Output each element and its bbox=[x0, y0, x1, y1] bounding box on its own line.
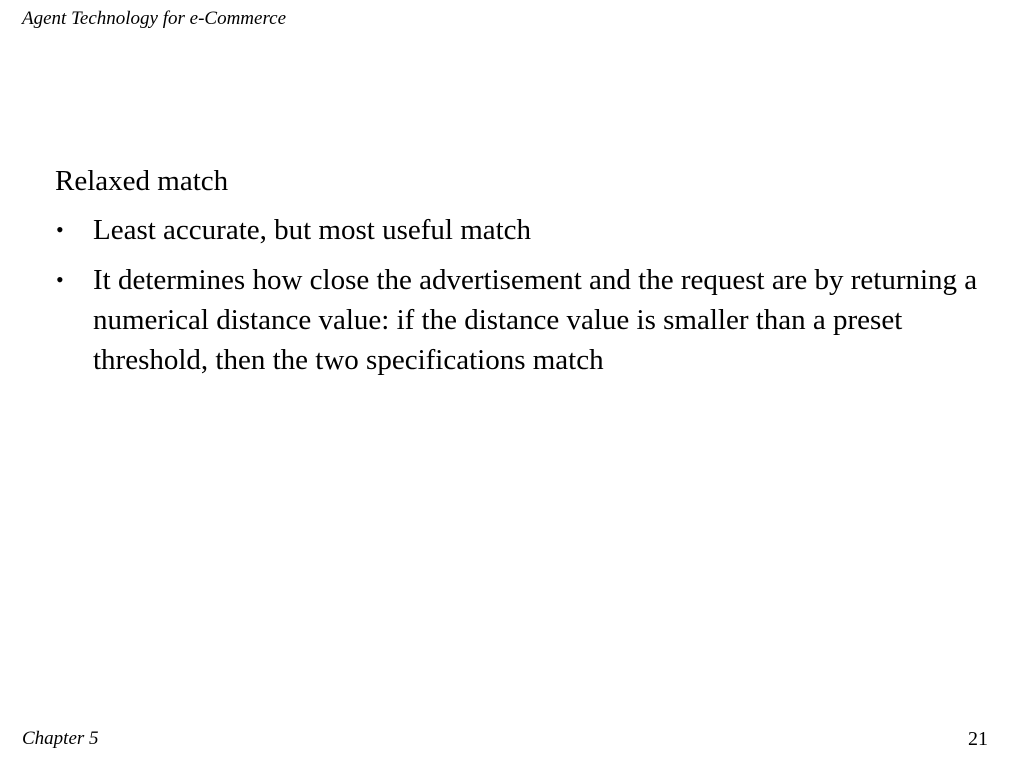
bullet-text: Least accurate, but most useful match bbox=[93, 214, 532, 246]
slide-header-title: Agent Technology for e-Commerce bbox=[22, 8, 287, 29]
bullet-icon: • bbox=[56, 267, 64, 292]
slide-content bbox=[55, 162, 1000, 390]
bullet-item bbox=[55, 210, 1000, 250]
bullet-icon: • bbox=[56, 217, 64, 242]
bullet-text: It determines how close the advertisement and the request are by returning a numerical distance value: if the distance value is smaller than a preset threshold, then the two specifications match bbox=[93, 264, 978, 376]
bullet-list bbox=[55, 210, 1000, 380]
bullet-item bbox=[55, 260, 1000, 380]
footer-page-number: 21 bbox=[968, 728, 988, 750]
footer-chapter-label: Chapter 5 bbox=[22, 728, 99, 749]
slide-heading: Relaxed match bbox=[55, 165, 229, 197]
